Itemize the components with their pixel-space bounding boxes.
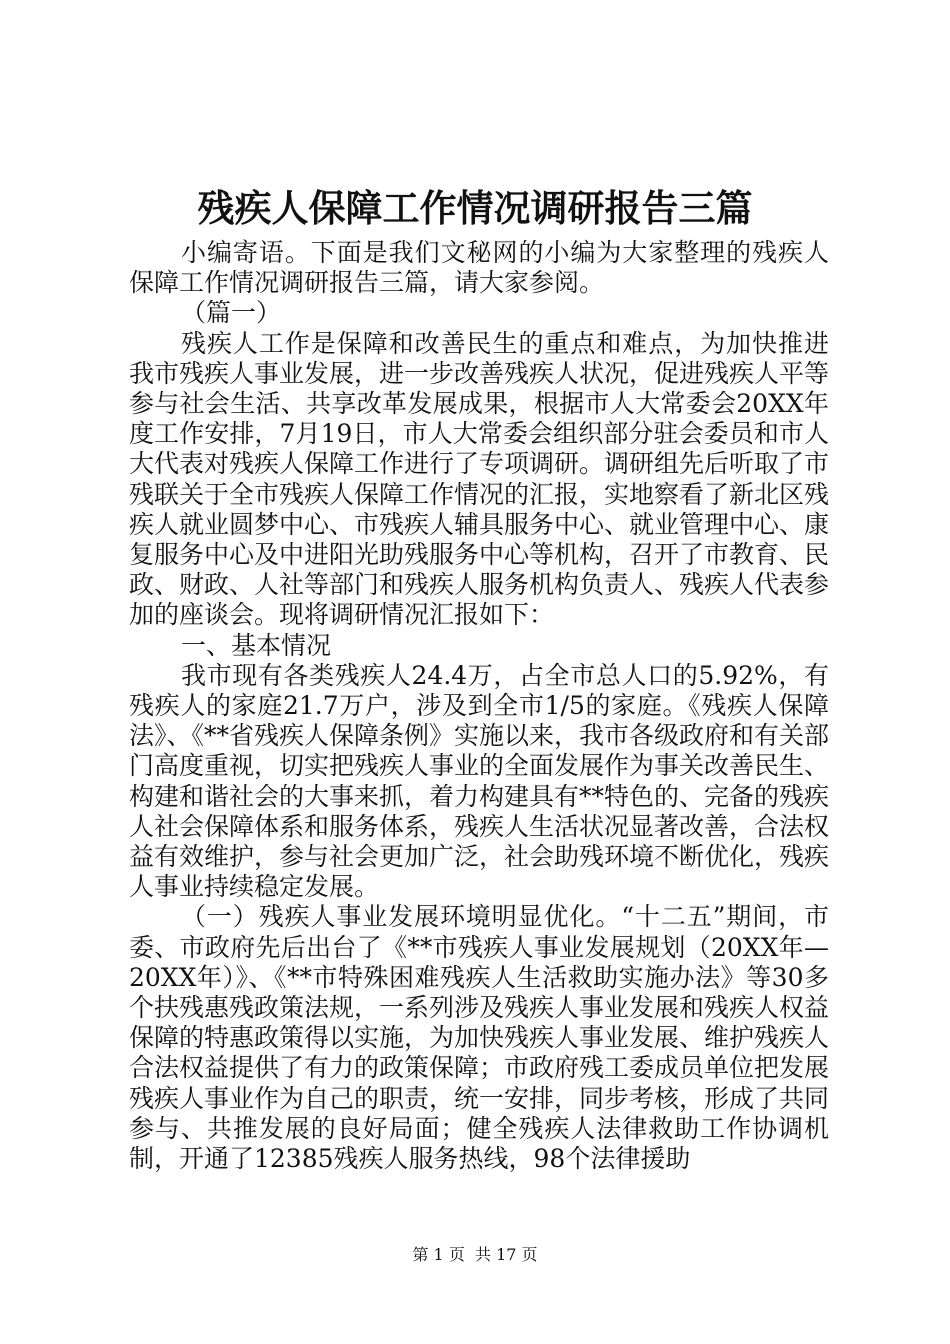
body-paragraph: 我市现有各类残疾人24.4万，占全市总人口的5.92%，有残疾人的家庭21.7万户，涉及到全市1/5的家庭。《残疾人保障法》、《**省残疾人保障条例》实施以来，我市各级政府和有关部门高度重视，切实把残疾人事业的全面发展作为事关改善民生、构建和谐社会的大事来抓，着力构建具有**特色的、完备的残疾人社会保障体系和服务体系，残疾人生活状况显著改善，合法权益有效维护，参与社会更加广泛，社会助残环境不断优化，残疾人事业持续稳定发展。 (129, 660, 830, 902)
intro-paragraph: 小编寄语。下面是我们文秘网的小编为大家整理的残疾人保障工作情况调研报告三篇，请大家参阅。 (129, 238, 829, 298)
body-paragraph: 残疾人工作是保障和改善民生的重点和难点，为加快推进我市残疾人事业发展，进一步改善残疾人状况，促进残疾人平等参与社会生活、共享改革发展成果，根据市人大常委会20XX年度工作安排，7月19日，市人大常委会组织部分驻会委员和市人大代表对残疾人保障工作进行了专项调研。调研组先后听取了市残联关于全市残疾人保障工作情况的汇报，实地察看了新北区残疾人就业圆梦中心、市残疾人辅具服务中心、就业管理中心、康复服务中心及中进阳光助残服务中心等机构，召开了市教育、民政、财政、人社等部门和残疾人服务机构负责人、残疾人代表参加的座谈会。现将调研情况汇报如下： (129, 328, 830, 630)
document-body (129, 238, 829, 1174)
page-number-footer: 第 1 页 共 17 页 (412, 1245, 538, 1264)
part-heading: （篇一） (181, 298, 282, 328)
document-title: 残疾人保障工作情况调研报告三篇 (197, 186, 753, 230)
body-paragraph: （一）残疾人事业发展环境明显优化。“十二五”期间，市委、市政府先后出台了《**市残疾人事业发展规划（20XX年—20XX年）》、《**市特殊困难残疾人生活救助实施办法》等30多个扶残惠残政策法规，一系列涉及残疾人事业发展和残疾人权益保障的特惠政策得以实施，为加快残疾人事业发展、维护残疾人合法权益提供了有力的政策保障；市政府残工委成员单位把发展残疾人事业作为自己的职责，统一安排，同步考核，形成了共同参与、共推发展的良好局面；健全残疾人法律救助工作协调机制，开通了12385残疾人服务热线，98个法律援助 (129, 902, 830, 1174)
section-heading: 一、基本情况 (181, 630, 332, 660)
